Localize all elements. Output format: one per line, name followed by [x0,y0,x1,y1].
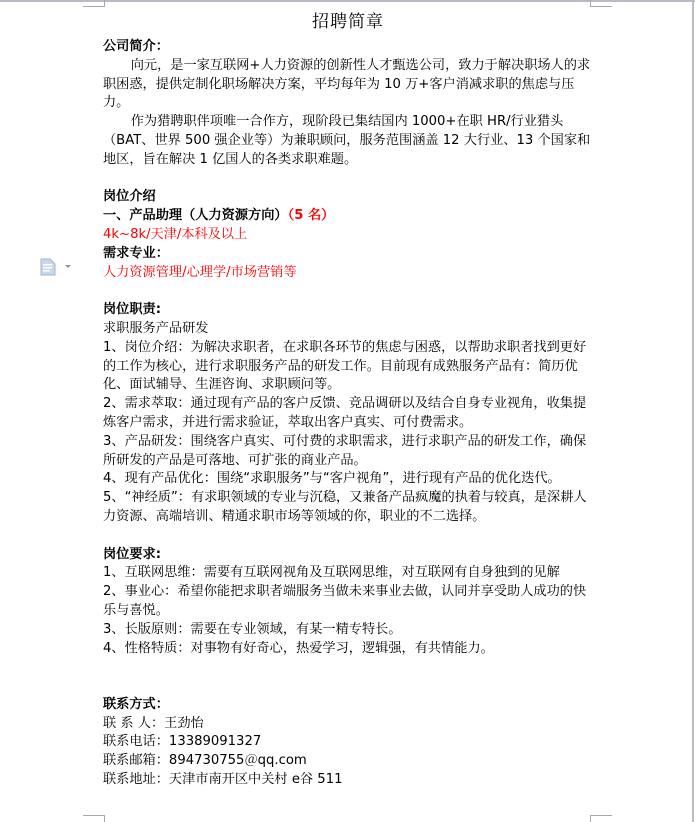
job-meta: 4k~8k/天津/本科及以上 [103,226,248,242]
company-intro-paragraph: 向元，是一家互联网+人力资源的创新性人才甄选公司，致力于解决职场人的求职困惑，提供定制化职场解决方案，平均每年为 10 万+客户消减求职的焦虑与压力。 [103,57,591,111]
company-intro-paragraph: 作为猎聘职伴项唯一合作方，现阶段已集结国内 1000+在职 HR/行业猎头（BAT、世界 500 强企业等）为兼职顾问，服务范围涵盖 12 大行业、13 个国家和地区，旨在解决 1 亿国人的各类求职难题。 [103,114,591,167]
requirement-item: 4、性格特质：对事物有好奇心，热爱学习，逻辑强，有共情能力。 [103,640,494,656]
page-title: 招聘简章 [312,12,384,32]
crop-mark-bottom-right [590,815,612,822]
contact-address: 联系地址：天津市南开区中关村 e谷 511 [103,772,343,788]
responsibilities-subtitle: 求职服务产品研发 [103,320,209,336]
contact-email: 联系邮箱：894730755＠qq.com [103,753,307,769]
requirement-item: 2、事业心：希望你能把求职者端服务当做未来事业去做，认同并享受助人成功的快乐与喜悦。 [103,584,587,618]
job-title [103,207,593,226]
contact-phone: 联系电话：13389091327 [103,734,262,750]
crop-mark-bottom-left [83,815,105,822]
crop-mark-top-left [83,0,105,7]
job-title-text: 一、产品助理（人力资源方向） [103,208,288,224]
contact-heading: 联系方式： [103,696,169,712]
responsibility-item: 4、现有产品优化：围绕“求职服务”与“客户视角”，进行现有产品的优化迭代。 [103,471,561,487]
crop-mark-top-right [590,0,612,7]
responsibilities-heading: 岗位职责: [103,302,162,318]
responsibility-item: 3、产品研发：围绕客户真实、可付费的求职需求，进行求职产品的研发工作，确保所研发的产品是可落地、可扩张的商业产品。 [103,433,587,468]
requirements-heading: 岗位要求: [103,546,162,562]
requirement-item: 3、长版原则：需要在专业领域，有某一精专特长。 [103,621,402,637]
company-intro-heading: 公司简介： [103,39,169,54]
major-heading: 需求专业： [103,245,169,261]
majors: 人力资源管理/心理学/市场营销等 [103,264,297,280]
responsibility-item: 1、岗位介绍：为解决求职者，在求职各环节的焦虑与困惑，以帮助求职者找到更好的工作为核心，进行求职服务产品的研发工作。目前现有成熟服务产品有：简历优化、面试辅导、生涯咨询、求职顾问等。 [103,339,587,393]
paste-options-icon[interactable] [40,258,56,276]
chevron-down-icon[interactable] [65,265,71,268]
responsibility-item: 2、需求萃取：通过现有产品的客户反馈、竞品调研以及结合自身专业视角，收集提炼客户需求，并进行需求验证，萃取出客户真实、可付费需求。 [103,396,587,430]
contact-person: 联 系 人：王劲怡 [103,715,204,731]
document-body [103,10,593,790]
position-intro-heading: 岗位介绍 [103,189,156,205]
responsibility-item: 5、“神经质”：有求职领域的专业与沉稳，又兼备产品疯魔的执着与较真，是深耕人力资源、高端培训、精通求职市场等领域的你，职业的不二选择。 [103,490,587,524]
job-count: （5 名） [287,208,335,224]
page-right-border [692,0,694,822]
requirement-item: 1、互联网思维：需要有互联网视角及互联网思维，对互联网有自身独到的见解 [103,565,560,581]
